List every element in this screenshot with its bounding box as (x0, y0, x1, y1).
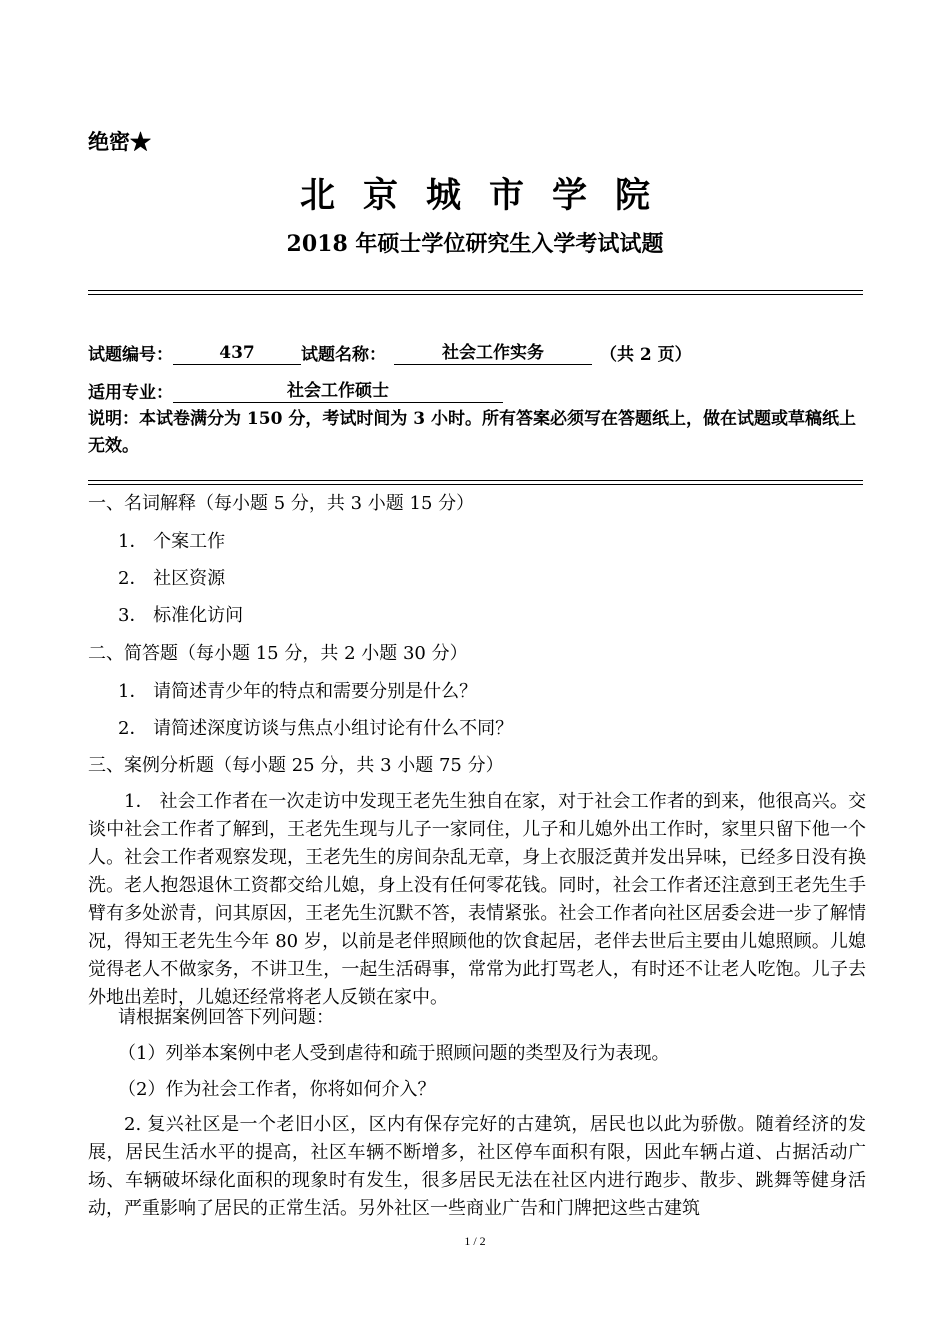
page-number: 1 / 2 (464, 1234, 486, 1248)
exam-title: 2018 年硕士学位研究生入学考试试题 (286, 231, 664, 257)
major-row (88, 378, 503, 403)
name-label: 试题名称： (301, 345, 386, 365)
school-name: 北京城市学院 (299, 175, 678, 216)
name-value: 社会工作实务 (394, 342, 592, 365)
case-1-question-2: （2）作为社会工作者，你将如何介入？ (118, 1079, 436, 1100)
header-divider-bottom (88, 294, 863, 295)
section-1-title: 一、名词解释（每小题 5 分，共 3 小题 15 分） (88, 493, 475, 514)
exam-meta-row (88, 340, 692, 365)
page-count: （共 2 页） (600, 345, 692, 365)
list-item: 2． 请简述深度访谈与焦点小组讨论有什么不同？ (118, 718, 514, 739)
case-2-text: 2. 复兴社区是一个老旧小区，区内有保存完好的古建筑，居民也以此为骄傲。随着经济的发展，居民生活水平的提高，社区车辆不断增多，社区停车面积有限，因此车辆占道、占据活动广场、车辆破坏绿化面积的现象时有发生，很多居民无法在社区内进行跑步、散步、跳舞等健身活动，严重影响了居民的正常生活。另外社区一些商业广告和门牌把这些古建筑 (88, 1114, 866, 1219)
case-1-prompt: 请根据案例回答下列问题： (118, 1007, 334, 1028)
section-divider-bottom (88, 484, 863, 485)
major-value: 社会工作硕士 (173, 380, 503, 403)
instructions: 说明：本试卷满分为 150 分，考试时间为 3 小时。所有答案必须写在答题纸上，做在试题或草稿纸上无效。 (88, 409, 856, 456)
section-3-title: 三、案例分析题（每小题 25 分，共 3 小题 75 分） (88, 755, 504, 776)
list-item: 3． 标准化访问 (118, 605, 244, 626)
list-item: 2． 社区资源 (118, 568, 226, 589)
case-1-text: 1． 社会工作者在一次走访中发现王老先生独自在家，对于社会工作者的到来，他很高兴。交谈中社会工作者了解到，王老先生现与儿子一家同住，儿子和儿媳外出工作时，家里只留下他一个人。社会工作者观察发现，王老先生的房间杂乱无章，身上衣服泛黄并发出异味，已经多日没有换洗。老人抱怨退休工资都交给儿媳，身上没有任何零花钱。同时，社会工作者还注意到王老先生手臂有多处淤青，问其原因，王老先生沉默不答，表情紧张。社会工作者向社区居委会进一步了解情况，得知王老先生今年 80 岁，以前是老伴照顾他的饮食起居，老伴去世后主要由儿媳照顾。儿媳觉得老人不做家务，不讲卫生，一起生活碍事，常常为此打骂老人，有时还不让老人吃饱。儿子去外地出差时，儿媳还经常将老人反锁在家中。 (88, 791, 866, 1008)
secret-mark: 绝密★ (88, 129, 151, 154)
major-label: 适用专业： (88, 383, 173, 403)
header-divider-top (88, 290, 863, 291)
list-item: 1． 个案工作 (118, 531, 226, 552)
code-label: 试题编号： (88, 345, 173, 365)
list-item: 1． 请简述青少年的特点和需要分别是什么？ (118, 681, 478, 702)
code-value: 437 (173, 342, 301, 365)
case-1-question-1: （1）列举本案例中老人受到虐待和疏于照顾问题的类型及行为表现。 (118, 1043, 670, 1064)
section-divider-top (88, 480, 863, 481)
section-2-title: 二、简答题（每小题 15 分，共 2 小题 30 分） (88, 643, 468, 664)
